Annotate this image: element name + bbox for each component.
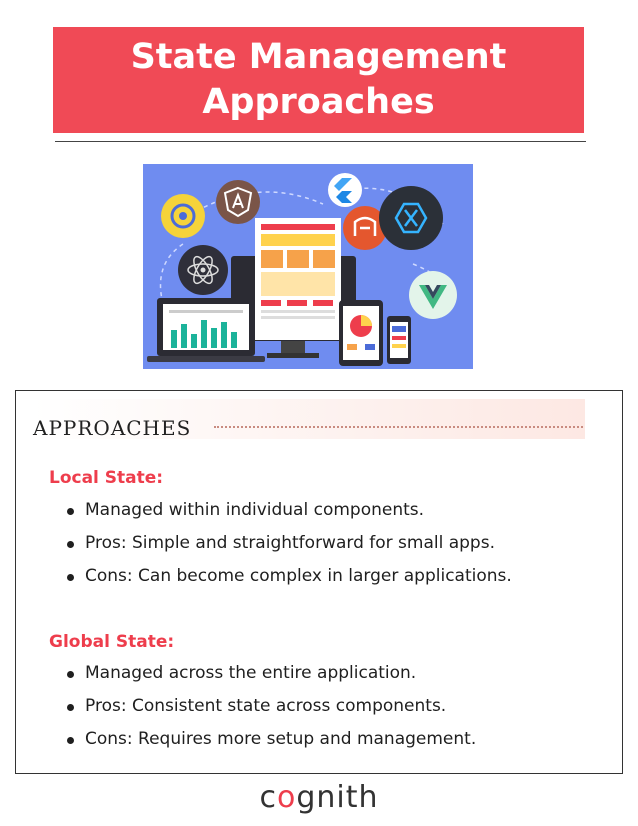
list-item: Pros: Simple and straightforward for small apps. <box>65 527 512 560</box>
list-item: Managed across the entire application. <box>65 657 476 690</box>
title-banner <box>53 27 584 133</box>
angular-icon <box>216 180 260 224</box>
local-state-heading: Local State: <box>49 468 164 488</box>
section-title: APPROACHES <box>33 416 192 440</box>
global-state-list <box>65 657 476 756</box>
list-item: Pros: Consistent state across components. <box>65 690 476 723</box>
section-dotted-rule <box>214 426 583 428</box>
title-divider <box>55 141 586 142</box>
brand-logo <box>0 780 638 815</box>
list-item: Cons: Requires more setup and management. <box>65 723 476 756</box>
approaches-card <box>15 390 623 774</box>
local-state-list <box>65 494 512 593</box>
brand-prefix: c <box>259 780 277 815</box>
brand-suffix: gnith <box>296 780 379 815</box>
page-title: State Management Approaches <box>130 37 507 122</box>
hero-illustration <box>143 164 473 369</box>
react-icon <box>178 245 228 295</box>
vue-icon <box>409 271 457 319</box>
brand-accent: o <box>276 780 297 815</box>
list-item: Managed within individual components. <box>65 494 512 527</box>
xamarin-icon <box>379 186 443 250</box>
flutter-icon <box>328 173 362 207</box>
list-item: Cons: Can become complex in larger applications. <box>65 560 512 593</box>
ionic-icon <box>161 194 205 238</box>
global-state-heading: Global State: <box>49 632 175 652</box>
